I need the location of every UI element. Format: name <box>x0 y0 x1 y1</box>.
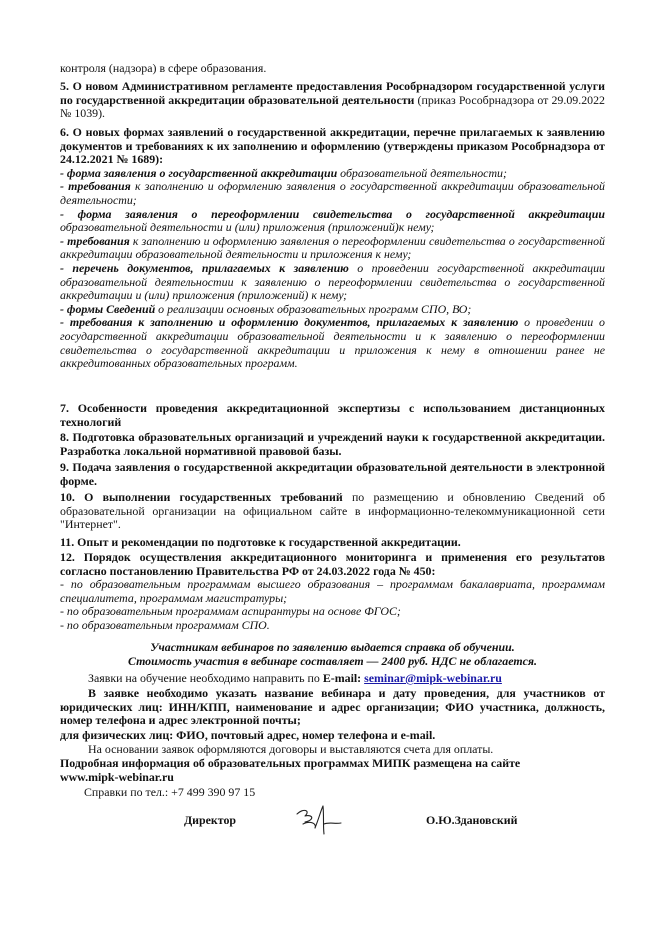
item-12-line-3: - по образовательным программам СПО. <box>60 617 270 632</box>
item-12 <box>60 551 605 633</box>
item-5 <box>60 80 605 121</box>
item-7: 7. Особенности проведения аккредитационной экспертизы с использованием дистанционных технологий <box>60 401 605 429</box>
item-6-sub-7: - требования к заполнению и оформлению документов, прилагаемых к заявлению о проведении о государственной аккредитации образовательной деятельности и к заявлению о переоформлении свидетельства о государственной аккредитации и приложения к нему в отношении ранее не аккредитованных образовательных программ. <box>60 315 606 371</box>
item-5-note: (приказ Рособрнадзора от 29.09.2022 № 1039). <box>60 92 605 121</box>
item-6-sub-1: - форма заявления о государственной аккредитации образовательной деятельности; <box>60 165 507 180</box>
item-8: 8. Подготовка образовательных организаций и учреждений науки к государственной аккредитации. Разработка локальной нормативной правовой базы. <box>60 430 605 458</box>
item-6-sub-5: - перечень документов, прилагаемых к заявлению о проведении государственной аккредитации образовательной деятельностии к заявлению о переоформлении свидетельства о государственной аккредитации и (или) приложения (приложений) к нему; <box>60 260 605 303</box>
item-11: 11. Опыт и рекомендации по подготовке к государственной аккредитации. <box>60 535 461 549</box>
item-5-heading: 5. О новом Административном регламенте предоставления Рособрнадзором государственной услуги по государственной аккредитации образовательной деятельности <box>60 79 605 107</box>
contracts-note: На основании заявок оформляются договоры и выставляются счета для оплаты. <box>88 742 494 756</box>
phone-line: Справки по тел.: +7 499 390 97 15 <box>84 785 256 799</box>
item-6-sub-4: - требования к заполнению и оформлению заявления о переоформлении свидетельства о государственной аккредитации образовательной деятельности и приложения к нему; <box>60 233 605 262</box>
email-link[interactable]: seminar@mipk-webinar.ru <box>364 671 502 685</box>
request-requirements <box>60 687 605 728</box>
item-6 <box>60 126 605 371</box>
item-10: 10. О выполнении государственных требований по размещению и обновлению Сведений об образовательной организации на официальном сайте в информационно-телекоммуникационной сети "Интернет". <box>60 490 606 532</box>
item-12-line-2: - по образовательным программам аспирантуры на основе ФГОС; <box>60 604 401 619</box>
apply-line: Заявки на обучение необходимо направить по E-mail: seminar@mipk-webinar.ru <box>88 671 502 685</box>
item-9: 9. Подача заявления о государственной аккредитации образовательной деятельности в электронной форме. <box>60 460 605 488</box>
signature-row <box>60 810 605 850</box>
site-url: www.mipk-webinar.ru <box>60 770 174 784</box>
notice-price: Стоимость участия в вебинаре составляет — 2400 руб. НДС не облагается. <box>127 653 538 668</box>
item-6-heading: 6. О новых формах заявлений о государственной аккредитации, перечне прилагаемых к заявлению документов и требованиях к их заполнению и оформлению (утверждены приказом Рособрнадзора от 24.12.2021 № 1689): <box>60 125 605 167</box>
item-6-sub-6: - формы Сведений о реализации основных образовательных программ СПО, ВО; <box>60 301 472 316</box>
requirements-individuals: для физических лиц: ФИО, почтовый адрес, номер телефона и e-mail. <box>60 728 436 742</box>
info-note: Подробная информация об образовательных программах МИПК размещена на сайте <box>60 756 521 770</box>
signature-name: О.Ю.Здановский <box>426 813 518 827</box>
item-6-sub-2: - требования к заполнению и оформлению заявления о государственной аккредитации образовательной деятельности; <box>60 179 605 207</box>
item-12-line-1: - по образовательным программам высшего образования – программам бакалавриата, программам специалитета, программам магистратуры; <box>60 577 605 605</box>
signature-title: Директор <box>184 813 237 827</box>
requirements-legal: В заявке необходимо указать название вебинара и дату проведения, для участников от юридических лиц: ИНН/КПП, наименование и адрес организации; ФИО участника, должность, номер телефона и адрес электронной почты; <box>60 686 605 728</box>
item-6-sub-3: - форма заявления о переоформлении свидетельства о государственной аккредитации образовательной деятельности и (или) приложения (приложений)к нему; <box>60 206 605 235</box>
intro-line: контроля (надзора) в сфере образования. <box>60 61 267 75</box>
handwritten-signature <box>293 804 345 838</box>
notice <box>60 641 605 668</box>
intro-text <box>60 62 605 76</box>
item-12-heading: 12. Порядок осуществления аккредитационного мониторинга и применения его результатов согласно постановлению Правительства РФ от 24.03.2022 года № 450: <box>60 550 605 578</box>
notice-certificate: Участникам вебинаров по заявлению выдается справка об обучении. <box>150 640 515 654</box>
